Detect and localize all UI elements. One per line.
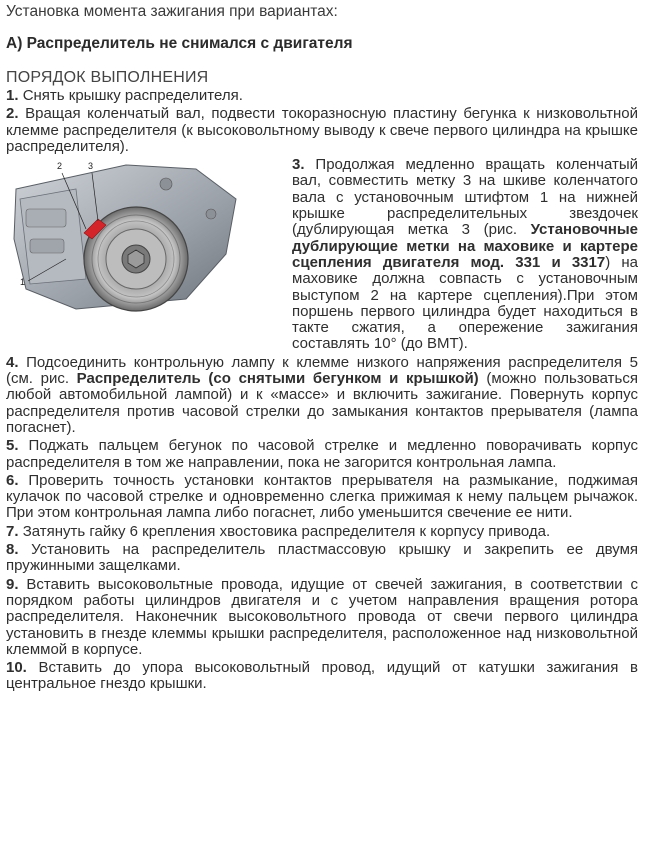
step-1 (6, 88, 638, 104)
step-6-number: 6. (6, 471, 19, 489)
step-5-number: 5. (6, 437, 19, 455)
step-1-number: 1. (6, 87, 19, 104)
step-4 (6, 355, 638, 436)
step-9 (6, 577, 638, 658)
step-3-figure-caption: Установочные дублирующие метки на маховике и картере сцепления двигателя мод. 331 и 3317 (292, 221, 638, 271)
variant-title: А) Распределитель не снимался с двигателя (6, 35, 353, 52)
step-10-text: Вставить до упора высоковольтный провод, идущий от катушки зажигания в центральное гнездо крышки. (6, 659, 638, 693)
step-3 (292, 157, 638, 353)
step-5-text: Поджать пальцем бегунок по часовой стрелке и медленно поворачивать корпус распределителя в том же направлении, пока не загорится контрольная лампа. (6, 437, 639, 471)
step-7-number: 7. (6, 522, 19, 540)
figure-label-3: 3 (88, 161, 94, 172)
step-4-figure-caption: Распределитель (со снятыми бегунком и крышкой) (76, 370, 479, 388)
figure-label-2: 2 (57, 161, 63, 172)
step-2-text: Вращая коленчатый вал, подвести токоразносную пластину бегунка к низковольтной клемме распределителя (к высоковольтному выводу к свече первого цилиндра на крышке распределителя). (6, 105, 639, 155)
step-4-text-b: (можно пользоваться любой автомобильной лампой) и к «массе» и включить зажигание. Повернуть корпус распределителя против часовой стрелки до замыкания контактов прерывателя (лампа погаснет). (6, 370, 638, 436)
step-6-text: Проверить точность установки контактов прерывателя на размыкание, поджимая кулачок по часовой стрелке и одновременно слегка прижимая к нему пальцем рычажок. При этом контрольная лампа либо погаснет, либо уменьшится свечение ее нити. (6, 471, 638, 522)
step-9-number: 9. (6, 575, 19, 593)
step-10 (6, 660, 638, 693)
step-7-text: Затянуть гайку 6 крепления хвостовика распределителя к корпусу привода. (22, 522, 551, 540)
step-3-text-b: ) на маховике должна совпасть с установочным выступом 2 на картере сцепления).При этом поршень первого цилиндра будет находиться в такте сжатия, а опережение зажигания составлять 10° (до ВМТ). (292, 253, 638, 353)
step-8-text: Установить на распределитель пластмассовую крышку и закрепить ее двумя пружинными защелками. (6, 541, 639, 575)
step-1-text: Снять крышку распределителя. (22, 87, 243, 104)
step-9-text: Вставить высоковольтные провода, идущие от свечей зажигания, в соответствии с порядком работы цилиндров двигателя и с учетом направления вращения ротора распределителя. Наконечник высоковольтного провода от свечи первого цилиндра установить в гнезде клеммы крышки распределителя, расположенное над низковольтной клеммой в корпусе. (6, 575, 638, 658)
step-4-text-a: Подсоединить контрольную лампу к клемме низкого напряжения распределителя 5 (см. рис. (6, 353, 638, 388)
order-heading: ПОРЯДОК ВЫПОЛНЕНИЯ (6, 69, 209, 86)
step-2-number: 2. (6, 105, 19, 123)
engine-timing-figure (6, 159, 286, 319)
step-3-text-a: Продолжая медленно вращать коленчатый вал, совместить метку 3 на шкиве коленчатого вала с установочным штифтом 1 на нижней крышке распределительных звездочек (дублирующая метка 3 (рис. (292, 157, 638, 239)
step-7 (6, 524, 638, 540)
step-6 (6, 473, 638, 522)
step-2 (6, 106, 638, 155)
step-5 (6, 438, 638, 471)
step-4-number: 4. (6, 353, 19, 371)
step-3-number: 3. (292, 157, 305, 174)
intro-text: Установка момента зажигания при вариантах: (6, 3, 338, 20)
document-page (6, 2, 638, 695)
step-8 (6, 542, 638, 575)
figure-label-1: 1 (20, 277, 26, 288)
step-3-block (6, 157, 638, 355)
engine-pulley-illustration (6, 159, 286, 319)
step-10-number: 10. (6, 659, 27, 677)
step-8-number: 8. (6, 541, 19, 559)
